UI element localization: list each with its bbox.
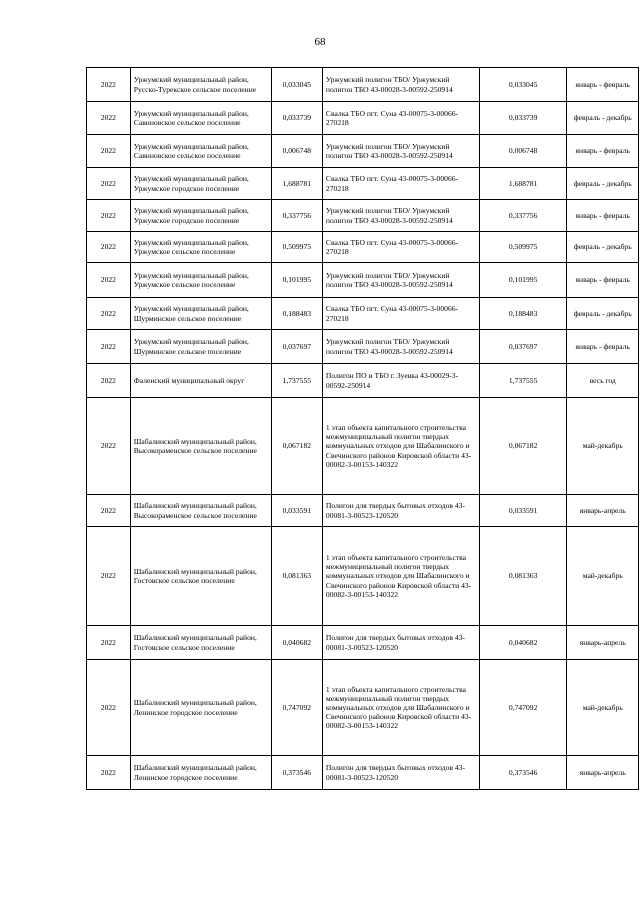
year-cell: 2022 [87, 102, 131, 135]
mass-cell: 0,033591 [271, 495, 322, 527]
mass-received-cell: 0,033045 [479, 68, 567, 102]
mass-received-cell: 0,188483 [479, 298, 567, 330]
object-cell: Свалка ТБО пгт. Суна 43-00075-3-00066-270218 [322, 298, 479, 330]
period-cell: весь год [567, 364, 639, 398]
municipality-cell: Шабалинский муниципальный район, Гостовское сельское поселение [130, 626, 271, 660]
object-cell: Уржумский полигон ТБО/ Уржумский полигон ТБО 43-00028-3-00592-250914 [322, 200, 479, 232]
mass-cell: 0,040682 [271, 626, 322, 660]
municipality-cell: Уржумский муниципальный район, Шурминское сельское поселение [130, 298, 271, 330]
mass-cell: 0,373546 [271, 756, 322, 790]
mass-received-cell: 0,037697 [479, 330, 567, 364]
municipality-cell: Шабалинский муниципальный район, Ленинское городское поселение [130, 660, 271, 756]
mass-cell: 0,033739 [271, 102, 322, 135]
table-row [87, 102, 639, 135]
mass-received-cell: 0,747092 [479, 660, 567, 756]
mass-received-cell: 0,006748 [479, 135, 567, 168]
year-cell: 2022 [87, 68, 131, 102]
period-cell: февраль - декабрь [567, 168, 639, 200]
object-cell: Полигон для твердых бытовых отходов 43-00081-3-00523-120520 [322, 756, 479, 790]
period-cell: май-декабрь [567, 527, 639, 626]
mass-received-cell: 1,737555 [479, 364, 567, 398]
object-cell: 1 этап объекта капитального строительства межмуниципальный полигон твердых коммунальных отходов для Шабалинского и Свечинского районов Кировской области 43-00082-3-00153-140322 [322, 527, 479, 626]
year-cell: 2022 [87, 398, 131, 495]
period-cell: январь-апрель [567, 495, 639, 527]
table-row [87, 756, 639, 790]
municipality-cell: Уржумский муниципальный район, Шурминское сельское поселение [130, 330, 271, 364]
year-cell: 2022 [87, 135, 131, 168]
year-cell: 2022 [87, 527, 131, 626]
table-row [87, 263, 639, 298]
table-row [87, 660, 639, 756]
table-row [87, 398, 639, 495]
year-cell: 2022 [87, 263, 131, 298]
mass-received-cell: 0,101995 [479, 263, 567, 298]
mass-cell: 0,037697 [271, 330, 322, 364]
year-cell: 2022 [87, 330, 131, 364]
municipality-cell: Уржумский муниципальный район, Савиновское сельское поселение [130, 102, 271, 135]
table-row [87, 364, 639, 398]
table-row [87, 527, 639, 626]
period-cell: январь - февраль [567, 263, 639, 298]
mass-cell: 0,509975 [271, 232, 322, 263]
mass-received-cell: 0,509975 [479, 232, 567, 263]
object-cell: Уржумский полигон ТБО/ Уржумский полигон ТБО 43-00028-3-00592-250914 [322, 330, 479, 364]
mass-received-cell: 0,040682 [479, 626, 567, 660]
period-cell: февраль - декабрь [567, 232, 639, 263]
year-cell: 2022 [87, 200, 131, 232]
mass-cell: 0,067182 [271, 398, 322, 495]
object-cell: Уржумский полигон ТБО/ Уржумский полигон ТБО 43-00028-3-00592-250914 [322, 135, 479, 168]
table-row [87, 200, 639, 232]
table-body [87, 68, 639, 790]
municipality-cell: Уржумский муниципальный район, Уржумское городское поселение [130, 200, 271, 232]
object-cell: Свалка ТБО пгт. Суна 43-00075-3-00066-270218 [322, 232, 479, 263]
municipality-cell: Шабалинский муниципальный район, Ленинское городское поселение [130, 756, 271, 790]
period-cell: февраль - декабрь [567, 102, 639, 135]
year-cell: 2022 [87, 298, 131, 330]
waste-table [86, 67, 639, 790]
table-row [87, 135, 639, 168]
municipality-cell: Уржумский муниципальный район, Савиновское сельское поселение [130, 135, 271, 168]
period-cell: январь-апрель [567, 756, 639, 790]
year-cell: 2022 [87, 364, 131, 398]
object-cell: 1 этап объекта капитального строительства межмуниципальный полигон твердых коммунальных отходов для Шабалинского и Свечинского районов Кировской области 43-00082-3-00153-140322 [322, 660, 479, 756]
mass-cell: 0,081363 [271, 527, 322, 626]
mass-cell: 0,006748 [271, 135, 322, 168]
object-cell: 1 этап объекта капитального строительства межмуниципальный полигон твердых коммунальных отходов для Шабалинского и Свечинского районов Кировской области 43-00082-3-00153-140322 [322, 398, 479, 495]
year-cell: 2022 [87, 626, 131, 660]
mass-cell: 0,101995 [271, 263, 322, 298]
municipality-cell: Фаленский муниципальный округ [130, 364, 271, 398]
mass-received-cell: 0,081363 [479, 527, 567, 626]
page-number: 68 [314, 36, 326, 48]
municipality-cell: Уржумский муниципальный район, Русско-Турекское сельское поселение [130, 68, 271, 102]
municipality-cell: Уржумский муниципальный район, Уржумское сельское поселение [130, 232, 271, 263]
year-cell: 2022 [87, 495, 131, 527]
table-row [87, 330, 639, 364]
municipality-cell: Уржумский муниципальный район, Уржумское городское поселение [130, 168, 271, 200]
mass-received-cell: 0,033739 [479, 102, 567, 135]
object-cell: Свалка ТБО пгт. Суна 43-00075-3-00066-270218 [322, 168, 479, 200]
period-cell: январь - февраль [567, 68, 639, 102]
table-row [87, 68, 639, 102]
mass-cell: 1,737555 [271, 364, 322, 398]
mass-received-cell: 1,688781 [479, 168, 567, 200]
period-cell: январь-апрель [567, 626, 639, 660]
table-row [87, 626, 639, 660]
object-cell: Полигон ПО и ТБО г. Зуевка 43-00029-3-00592-250914 [322, 364, 479, 398]
mass-received-cell: 0,033591 [479, 495, 567, 527]
municipality-cell: Уржумский муниципальный район, Уржумское сельское поселение [130, 263, 271, 298]
mass-received-cell: 0,373546 [479, 756, 567, 790]
municipality-cell: Шабалинский муниципальный район, Гостовское сельское поселение [130, 527, 271, 626]
period-cell: январь - февраль [567, 200, 639, 232]
period-cell: май-декабрь [567, 660, 639, 756]
mass-received-cell: 0,337756 [479, 200, 567, 232]
table-row [87, 232, 639, 263]
year-cell: 2022 [87, 168, 131, 200]
municipality-cell: Шабалинский муниципальный район, Высокораменское сельское поселение [130, 495, 271, 527]
period-cell: февраль - декабрь [567, 298, 639, 330]
object-cell: Уржумский полигон ТБО/ Уржумский полигон ТБО 43-00028-3-00592-250914 [322, 68, 479, 102]
year-cell: 2022 [87, 232, 131, 263]
mass-cell: 0,337756 [271, 200, 322, 232]
object-cell: Полигон для твердых бытовых отходов 43-00081-3-00523-120520 [322, 495, 479, 527]
year-cell: 2022 [87, 756, 131, 790]
table-row [87, 298, 639, 330]
object-cell: Свалка ТБО пгт. Суна 43-00075-3-00066-270218 [322, 102, 479, 135]
municipality-cell: Шабалинский муниципальный район, Высокораменское сельское поселение [130, 398, 271, 495]
object-cell: Полигон для твердых бытовых отходов 43-00081-3-00523-120520 [322, 626, 479, 660]
period-cell: январь - февраль [567, 330, 639, 364]
mass-cell: 0,188483 [271, 298, 322, 330]
object-cell: Уржумский полигон ТБО/ Уржумский полигон ТБО 43-00028-3-00592-250914 [322, 263, 479, 298]
year-cell: 2022 [87, 660, 131, 756]
period-cell: май-декабрь [567, 398, 639, 495]
mass-cell: 0,033045 [271, 68, 322, 102]
mass-cell: 0,747092 [271, 660, 322, 756]
table-row [87, 495, 639, 527]
table-row [87, 168, 639, 200]
period-cell: январь - февраль [567, 135, 639, 168]
mass-cell: 1,688781 [271, 168, 322, 200]
mass-received-cell: 0,067182 [479, 398, 567, 495]
